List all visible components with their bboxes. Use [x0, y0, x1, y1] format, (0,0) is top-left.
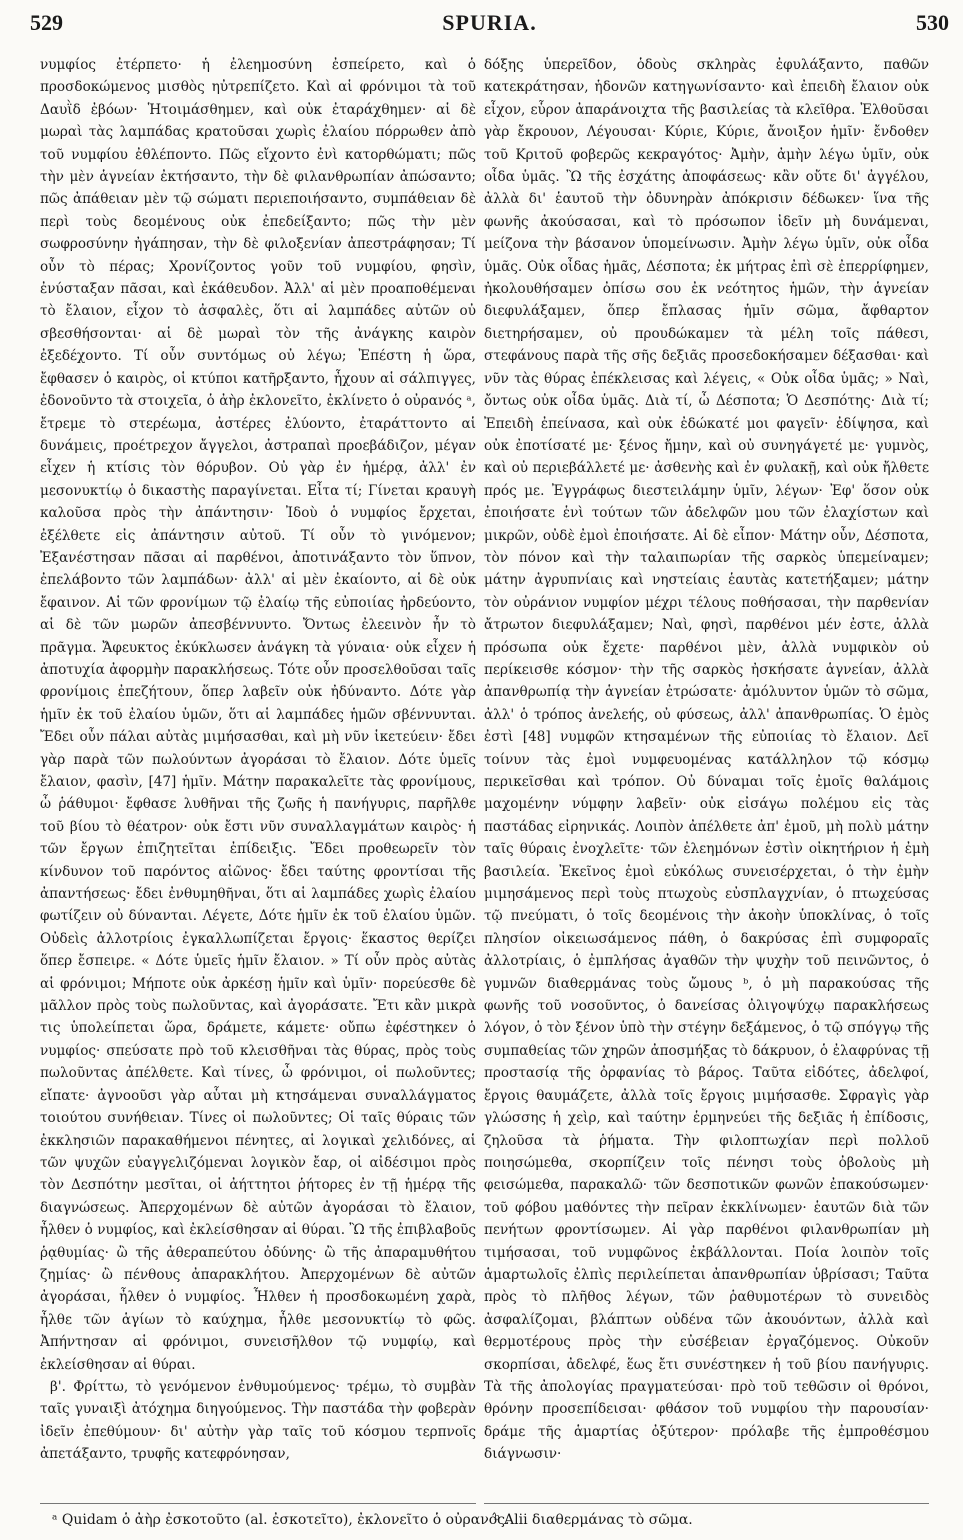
left-paragraph-2: β'. Φρίττω, τὸ γενόμενον ἐνθυμούμενος· τρέμω, τὸ συμβὰν ταῖς γυναιξὶ ἀτόχημα διηγούμενος. Τὴν παστάδα τὴν φοβερὰν ἰδεῖν ἐπεθύμουν· δι' αὐτὴν γὰρ ταῖς τοῦ κόσμου τερπνοῖς ἀπετάξαντο, τρυφῆς κατεφρόνησαν,	[40, 1378, 476, 1463]
column-divider	[478, 54, 479, 1474]
right-column	[484, 54, 929, 1482]
left-column	[40, 54, 476, 1482]
page-number-left: 529	[30, 10, 63, 35]
running-title: SPURIA.	[442, 10, 537, 35]
page-header	[30, 6, 949, 42]
footnote-rule-left	[40, 1503, 476, 1504]
page-number-right: 530	[916, 10, 949, 35]
left-paragraph-1: νυμφίος ἐτέρπετο· ἡ ἐλεημοσύνη ἐσπείρετο, καὶ ὁ προσδοκώμενος μισθὸς ηὐτρεπίζετο. Καὶ αἱ φρόνιμοι τὰ τοῦ Δαυῒδ ἐβόων· Ἡτοιμάσθημεν, καὶ οὐκ ἐταράχθημεν· αἱ δὲ μωραὶ τὰς λαμπάδας κρατοῦσαι χωρὶς ἐλαίου πόρρωθεν ἀπὸ τοῦ νυμφίου ἐθλέποντο. Πῶς εἴχοντο ἐνὶ κατορθώματι; πῶς τὴν μὲν ἁγνείαν ἐκτήσαντο, τὴν δὲ φιλανθρωπίαν ἀπώσαντο; πῶς ἀπάθειαν μὲν τῷ σώματι περιεποιήσαντο, συμπάθειαν δὲ περὶ τοὺς δεομένους οὐκ ἐπεδείξαντο; πῶς τὴν μὲν σωφροσύνην ἠγάπησαν, τὴν δὲ φιλοξενίαν ἀπεστράφησαν; Τί οὖν τὸ πέρας; Χρονίζοντος γοῦν τοῦ νυμφίου, φησὶν, ἐνύσταξαν πᾶσαι, καὶ ἐκάθευδον. Ἀλλ' αἱ μὲν προαποθέμεναι τὸ ἔλαιον, εἶχον τὸ ἀσφαλὲς, ὅτι αἱ λαμπάδες αὐτῶν οὐ σβεσθήσονται· αἱ δὲ μωραὶ τὸν τῆς ἀνάγκης καιρὸν ἐξεδέχοντο. Τί οὖν συντόμως οὐ λέγω; Ἐπέστη ἡ ὥρα, ἔφθασεν ὁ καιρὸς, οἱ κτύποι κατῆρξαντο, ἦχουν αἱ σάλπιγγες, ἐδονοῦντο τὰ στοιχεῖα, ὁ ἀὴρ ἐκλονεῖτο, ἐκλίνετο ὁ οὐρανός ᵃ, ἔτρεμε τὸ στερέωμα, ἀστέρες ἐλύοντο, ἐταράττοντο αἱ δυνάμεις, προέτρεχον ἄγγελοι, ἀστραπαὶ προεβάδιζον, μέγαν εἶχεν ἡ κτίσις τὸν θόρυβον. Οὐ γὰρ ἐν ἡμέρᾳ, ἀλλ' ἐν μεσονυκτίῳ ὁ δικαστὴς παραγίνεται. Εἶτα τί; Γίνεται κραυγὴ καλοῦσα πρὸς τὴν ἀπάντησιν· Ἰδοὺ ὁ νυμφίος ἔρχεται, ἐξέλθετε εἰς ἀπάντησιν αὐτοῦ. Τί οὖν τὸ γινόμενον; Ἐξανέστησαν πᾶσαι αἱ παρθένοι, ἀποτινάξαντο τὸν ὕπνον, ἐπελάβοντο τῶν λαμπάδων· ἀλλ' αἱ μὲν ἐκαίοντο, αἱ δὲ οὐκ ἔφαινον. Αἱ τῶν φρονίμων τῷ ἐλαίῳ τῆς εὐποιίας ἠρδεύοντο, αἱ δὲ τῶν μωρῶν ἀπεσβέννυντο. Ὄντως ἐλεεινὸν ἦν τὸ πρᾶγμα. Ἄφευκτος ἐκύκλωσεν ἀνάγκη τὰ γύναια· οὐκ εἶχεν ἡ ἀποτυχία ἀφορμὴν παρακλήσεως. Τότε οὖν προσελθοῦσαι ταῖς φρονίμοις ἐπεζήτουν, ὅπερ λαβεῖν οὐκ ἠδύναντο. Δότε γὰρ ἡμῖν ἐκ τοῦ ἐλαίου ὑμῶν, ὅτι αἱ λαμπάδες ἡμῶν σβέννυνται. Ἔδει οὖν πάλαι αὐτὰς μιμήσασθαι, καὶ μὴ νῦν ἱκετεύειν· ἔδει γὰρ παρὰ τῶν πωλούντων ἀγοράσαι τὸ ἔλαιον. Δότε ὑμεῖς ἔλαιον, φασὶν, [47] ἡμῖν. Μάτην παρακαλεῖτε τὰς φρονίμους, ὦ ῥάθυμοι· ἔφθασε λυθῆναι τῆς ζωῆς ἡ πανήγυρις, παρῆλθε τοῦ βίου τὸ θέατρον· οὐκ ἔστι νῦν συναλλαγμάτων καιρὸς· ἡ τῶν ἔργων ἐπιζητεῖται ἐπίδειξις. Ἔδει προθεωρεῖν τὸν κίνδυνον τοῦ παρόντος αἰῶνος· ἔδει ταύτης φροντίσαι τῆς ἀπαντήσεως· ἔδει ἐνθυμηθῆναι, ὅτι αἱ λαμπάδες χωρὶς ἐλαίου φωτίζειν οὐ δύνανται. Λέγετε, Δότε ἡμῖν ἐκ τοῦ ἐλαίου ὑμῶν. Οὐδεὶς ἀλλοτρίοις ἐγκαλλωπίζεται ἔργοις· ἕκαστος θερίζει ὅπερ ἔσπειρε. « Δότε ὑμεῖς ἡμῖν ἔλαιον. » Τί οὖν πρὸς αὐτὰς αἱ φρόνιμοι; Μήποτε οὐκ ἀρκέσῃ ἡμῖν καὶ ὑμῖν· πορεύεσθε δὲ μᾶλλον πρὸς τοὺς πωλοῦντας, καὶ ἀγοράσατε. Ἔτι κἂν μικρὰ τις ὑπολείπεται ὥρα, δράμετε, κάμετε· οὔπω ἐφέστηκεν ὁ νυμφίος· σπεύσατε πρὸ τοῦ κλεισθῆναι τὰς θύρας, πρὸς τοὺς πωλοῦντας ἀπέλθετε. Καὶ τίνες, ὦ φρόνιμοι, οἱ πωλοῦντες; εἴπατε· ἀγνοοῦσι γὰρ αὗται μὴ κτησάμεναι συναλλάγματος τοιούτου συνήθειαν. Τίνες οἱ πωλοῦντες; Οἱ ταῖς θύραις τῶν ἐκκλησιῶν παρακαθήμενοι πένητες, αἱ λογικαὶ χελιδόνες, αἱ τῶν ψυχῶν εὐαγγελιζόμεναι λογικὸν ἔαρ, οἱ αἰδέσιμοι πρὸς τὸν Δεσπότην μεσῖται, οἱ ἀήττητοι ῥήτορες ἐν τῇ ἡμέρᾳ τῆς διαγνώσεως. Ἀπερχομένων δὲ αὐτῶν ἀγοράσαι τὸ ἔλαιον, ἦλθεν ὁ νυμφίος, καὶ ἐκλείσθησαν αἱ θύραι. Ὢ τῆς ἐπιβλαβοῦς ῥᾳθυμίας· ὢ τῆς ἀθεραπεύτου ὀδύνης· ὢ τῆς ἀπαραμυθήτου ζημίας· ὢ πένθους ἀπαρακλήτου. Ἀπερχομένων δὲ αὐτῶν ἀγοράσαι, ἦλθεν ὁ νυμφίος. Ἦλθεν ἡ προσδοκωμένη χαρὰ, ἦλθε τῶν ἁγίων τὸ καύχημα, ἦλθε μεσονυκτίῳ τὸ φῶς. Ἀπήντησαν αἱ φρόνιμοι, συνεισῆλθον τῷ νυμφίῳ, καὶ ἐκλείσθησαν αἱ θύραι.	[40, 57, 476, 1373]
right-paragraph-1: δόξης ὑπερεῖδον, ὁδοὺς σκληρὰς ἐφυλάξαντο, παθῶν κατεκράτησαν, ἡδονῶν κατηγωνίσαντο· καὶ ἐπειδὴ ἔλαιον οὐκ εἶχον, εὗρον ἀπαράνοιχτα τῆς βασιλείας τὰ κλεῖθρα. Ἐλθοῦσαι γὰρ ἔκρουον, Λέγουσαι· Κύριε, Κύριε, ἄνοιξον ἡμῖν· ἔνδοθεν τοῦ Κριτοῦ φοβερῶς κεκραγότος· Ἀμὴν, ἀμὴν λέγω ὑμῖν, οὐκ οἶδα ὑμᾶς. Ὢ τῆς ἐσχάτης ἀποφάσεως· κἂν οὔτε δι' ἀγγέλου, ἀλλὰ δι' ἑαυτοῦ τὴν ὀδυνηρὰν ἀπόκρισιν δέδωκεν· ἵνα τῆς φωνῆς ἀκούσασαι, καὶ τὸ πρόσωπον ἰδεῖν μὴ δυνάμεναι, μείζονα τὴν βάσανον ὑπομείνωσιν. Ἀμὴν λέγω ὑμῖν, οὐκ οἶδα ὑμᾶς. Οὐκ οἶδας ἡμᾶς, Δέσποτα; ἐκ μήτρας ἐπὶ σὲ ἐπερρίφημεν, ἠκολουθήσαμεν ὀπίσω σου ἐκ νεότητος ἡμῶν, τὴν ἁγνείαν διεφυλάξαμεν, ὅπερ ἔπλασας ἡμῖν σῶμα, ἄφθαρτον διετηρήσαμεν, οὐ προυδώκαμεν τὰ μέλη τοῖς πάθεσι, στεφάνους παρὰ τῆς σῆς δεξιᾶς προσεδοκήσαμεν δέξασθαι· καὶ νῦν τὰς θύρας ἐπέκλεισας καὶ λέγεις, « Οὐκ οἶδα ὑμᾶς; » Ναὶ, ὄντως οὐκ οἶδα ὑμᾶς. Διὰ τί, ὦ Δέσποτα; Ὁ Δεσπότης· Διὰ τί; Ἐπειδὴ ἐπείνασα, καὶ οὐκ ἐδώκατέ μοι φαγεῖν· ἐδίψησα, καὶ οὐκ ἐποτίσατέ με· ξένος ἤμην, καὶ οὐ συνηγάγετέ με· γυμνὸς, καὶ οὐ περιεβάλλετέ με· ἀσθενὴς καὶ ἐν φυλακῇ, καὶ οὐκ ἤλθετε πρός με. Ἐγγράφως διεστειλάμην ὑμῖν, λέγων· Ἐφ' ὅσον οὐκ ἐποιήσατε ἑνὶ τούτων τῶν ἀδελφῶν μου τῶν ἐλαχίστων καὶ μικρῶν, οὐδὲ ἐμοὶ ἐποιήσατε. Αἱ δὲ εἶπον· Μάτην οὖν, Δέσποτα, τὸν πόνον καὶ τὴν ταλαιπωρίαν τῆς σαρκὸς ὑπεμείναμεν; μάτην ἀγρυπνίαις καὶ νηστείαις ἑαυτὰς κατετήξαμεν; μάτην τὸν οὐράνιον νυμφίον μέχρι τέλους ποθήσασαι, τὴν παρθενίαν ἄτρωτον διεφυλάξαμεν; Ναὶ, φησὶ, παρθένοι μέν ἐστε, ἀλλὰ πρόσωπα οὐκ ἔχετε· παρθένοι μὲν, ἀλλὰ νυμφικὸν οὐ περίκεισθε κόσμον· τὴν τῆς σαρκὸς ἠσκήσατε ἁγνείαν, ἀλλὰ ἀπανθρωπίᾳ τὴν ἁγνείαν ἐτρώσατε· ἀμόλυντον ὑμῶν τὸ σῶμα, ἀλλ' ὁ τρόπος ἀνελεής, οὐ φύσεως, ἀλλ' ἀπανθρωπίας. Ὁ ἐμὸς ἐστὶ [48] νυμφῶν κτησαμένων τῆς εὐποιίας τὸ ἔλαιον. Δεῖ τοίνυν τὰς ἐμοὶ νυμφευομένας κατάλληλον τῷ κόσμῳ περικεῖσθαι καὶ τρόπον. Οὐ δύναμαι τοῖς ἐμοῖς θαλάμοις μαχομένην νύμφην λαβεῖν· οὐκ εἰσάγω πολέμου εἰς τὰς παστάδας εἰρηνικάς. Λοιπὸν ἀπέλθετε ἀπ' ἐμοῦ, μὴ πολὺ μάτην ταῖς θύραις ἐνοχλεῖτε· τῶν ἐλεημόνων ἐστὶν οἰκητήριον ἡ ἐμὴ βασιλεία. Ἐκεῖνος ἐμοὶ εὐκόλως συνεισέρχεται, ὁ τὴν ἐμὴν μιμησάμενος περὶ τοὺς πτωχοὺς εὐσπλαγχνίαν, ὁ πτωχεύσας τῷ πνεύματι, ὁ τοῖς δεομένοις τὴν ἀκοὴν ὑποκλίνας, ὁ τοῖς πλησίον οἰκειωσάμενος πάθη, ὁ δακρύσας ἐπὶ συμφοραῖς ἀλλοτρίαις, ὁ ἐμπλήσας ἀγαθῶν τὴν ψυχὴν τοῦ πεινῶντος, ὁ γυμνῶν διαθερμάνας τοὺς ὤμους ᵇ, ὁ μὴ παρακούσας τῆς φωνῆς τοῦ νοσοῦντος, ὁ δανείσας ὀλιγοψύχῳ παρακλήσεως λόγον, ὁ τὸν ξένον ὑπὸ τὴν στέγην δεξάμενος, ὁ τῷ σπόγγῳ τῆς συμπαθείας τῶν χηρῶν ἀποσμήξας τὸ δάκρυον, ὁ ἐλαφρύνας τῇ προστασίᾳ τῆς ὀρφανίας τὸ βάρος. Ταῦτα εἰδότες, ἀδελφοί, ἔργοις θαυμάζετε, ἀλλὰ τοῖς ἔργοις μιμήσασθε. Σφραγὶς γὰρ γλώσσης ἡ χεὶρ, καὶ ταύτην ἑρμηνεύει τῆς δεξιᾶς ἡ ἐπίδοσις, ζηλοῦσα τὰ ῥήματα. Τὴν φιλοπτωχίαν περὶ πολλοῦ ποιησώμεθα, σκορπίζειν τοῖς πένησι τοὺς ὀβολοὺς μὴ φεισώμεθα, παρακαλῶ· τῶν δεσποτικῶν φωνῶν ἐπακούσωμεν· τοῦ φόβου μαθόντες τὴν πεῖραν ἐκκλίνωμεν· ἑαυτῶν διὰ τῶν πενήτων φροντίσωμεν. Αἱ γὰρ παρθένοι φιλανθρωπίαν μὴ τιμήσασαι, τοῦ νυμφῶνος ἐκβάλλονται. Ποία λοιπὸν τοῖς ἁμαρτωλοῖς ἐλπὶς περιλείπεται ἀπανθρωπίαν ὑβρίσασι; Ταῦτα πρὸς τὸ πλῆθος λέγων, τῶν ῥαθυμοτέρων τὸ συνειδὸς ἀσφαλίζομαι, βλάπτων οὐδένα τῶν ἀκουόντων, ἀλλὰ καὶ θερμοτέρους πρὸς τὴν εὐσέβειαν ἐργαζόμενος. Οὐκοῦν σκορπίσαι, ἀδελφέ, ἕως ἔτι συνέστηκεν ἡ τοῦ βίου πανήγυρις. Τὰ τῆς ἀπολογίας πραγματεύσαι· πρὸ τοῦ τεθῶσιν οἱ θρόνοι, θρόνην προσεπίδεισαι· φθάσον τοῦ νυμφίου τὴν παρουσίαν· δράμε τῆς ἁμαρτίας ὀξύτερον· πρόλαβε τῆς ἐμπροθέσμου διάγνωσιν·	[484, 57, 929, 1463]
footnote-b: ᵇ Alii διαθερμάνας τὸ σῶμα.	[494, 1512, 693, 1528]
footnote-rule-right	[484, 1503, 929, 1504]
footnote-a: ᵃ Quidam ὁ ἀὴρ ἐσκοτοῦτο (al. ἐσκοτεῖτο), ἐκλονεῖτο ὁ οὐρανός.	[52, 1512, 510, 1528]
